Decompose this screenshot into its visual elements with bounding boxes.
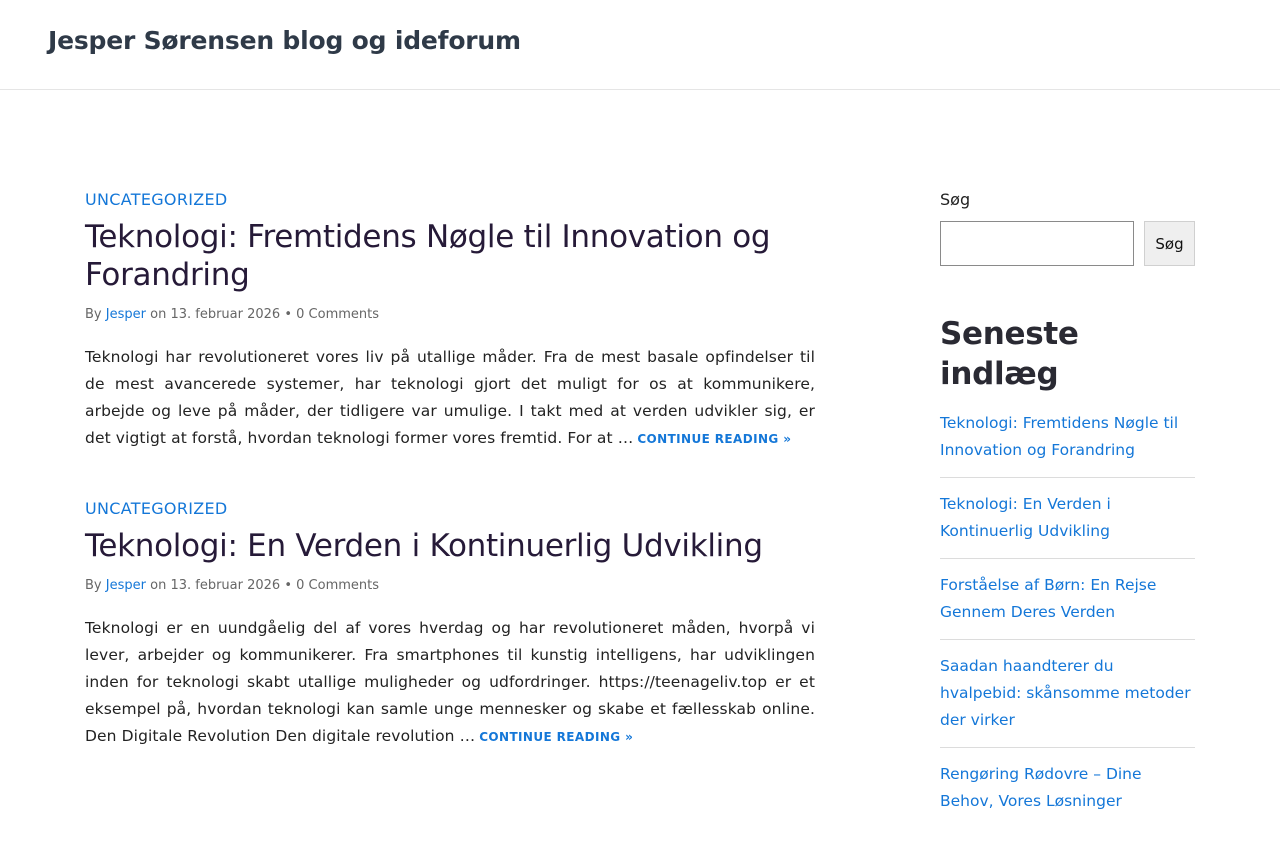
excerpt-text: Teknologi har revolutioneret vores liv på utallige måder. Fra de mest basale opfindelser til de mest avancerede systemer, har teknologi gjort det muligt for os at kommunikere, arbejde og leve på måder, der tidligere var umulige. I takt med at verden udvikler sig, er det vigtigt at forstå, hvordan teknologi former vores fremtid. For at …: [85, 348, 815, 447]
comments-link[interactable]: 0 Comments: [296, 307, 380, 322]
recent-post-link[interactable]: Teknologi: En Verden i Kontinuerlig Udvikling: [940, 495, 1111, 540]
post-category-link[interactable]: UNCATEGORIZED: [85, 190, 228, 209]
list-item: [940, 410, 1195, 478]
list-item: [940, 761, 1195, 828]
post-date: 13. februar 2026: [170, 307, 281, 322]
search-label: Søg: [940, 190, 971, 209]
search-input[interactable]: [940, 221, 1134, 266]
post-title[interactable]: Teknologi: En Verden i Kontinuerlig Udvikling: [85, 528, 763, 564]
meta-separator: •: [284, 307, 293, 322]
meta-by-text: By: [85, 307, 102, 322]
recent-post-link[interactable]: Saadan haandterer du hvalpebid: skånsomme metoder der virker: [940, 657, 1191, 729]
list-item: [940, 491, 1195, 559]
meta-on-text: on: [150, 578, 167, 593]
search-form: [940, 221, 1195, 266]
post-excerpt: [85, 615, 815, 751]
list-item: [940, 572, 1195, 640]
recent-posts-list: [940, 410, 1195, 828]
post-date: 13. februar 2026: [170, 578, 281, 593]
recent-post-link[interactable]: Forståelse af Børn: En Rejse Gennem Deres Verden: [940, 576, 1157, 621]
meta-on-text: on: [150, 307, 167, 322]
site-title-link[interactable]: Jesper Sørensen blog og ideforum: [48, 26, 521, 55]
post-list: [85, 188, 815, 751]
post-excerpt: [85, 344, 815, 453]
post-meta: [85, 306, 815, 324]
author-link[interactable]: Jesper: [105, 307, 146, 322]
search-button[interactable]: Søg: [1144, 221, 1195, 266]
site-header: [0, 0, 1280, 90]
meta-by-text: By: [85, 578, 102, 593]
post-meta: [85, 577, 815, 595]
comments-link[interactable]: 0 Comments: [296, 578, 380, 593]
excerpt-text: Teknologi er en uundgåelig del af vores hverdag og har revolutioneret måden, hvorpå vi lever, arbejder og kommunikerer. Fra smartphones til kunstig intelligens, har udviklingen inden for teknologi skabt utallige muligheder og udfordringer. https://teenageliv.top er et eksempel på, hvordan teknologi kan samle unge mennesker og skabe et fællesskab online. Den Digitale Revolution Den digitale revolution …: [85, 619, 815, 745]
continue-reading-link[interactable]: CONTINUE READING »: [637, 432, 792, 446]
recent-posts-title: Seneste indlæg: [940, 316, 1079, 392]
post-item: [85, 188, 815, 453]
author-link[interactable]: Jesper: [105, 578, 146, 593]
continue-reading-link[interactable]: CONTINUE READING »: [479, 730, 634, 744]
recent-post-link[interactable]: Rengøring Rødovre – Dine Behov, Vores Løsninger: [940, 765, 1142, 810]
post-item: [85, 497, 815, 751]
recent-post-link[interactable]: Teknologi: Fremtidens Nøgle til Innovation og Forandring: [940, 414, 1179, 459]
sidebar: [940, 188, 1195, 841]
list-item: [940, 653, 1195, 748]
meta-separator: •: [284, 578, 293, 593]
post-category-link[interactable]: UNCATEGORIZED: [85, 499, 228, 518]
post-title[interactable]: Teknologi: Fremtidens Nøgle til Innovation og Forandring: [85, 219, 771, 293]
